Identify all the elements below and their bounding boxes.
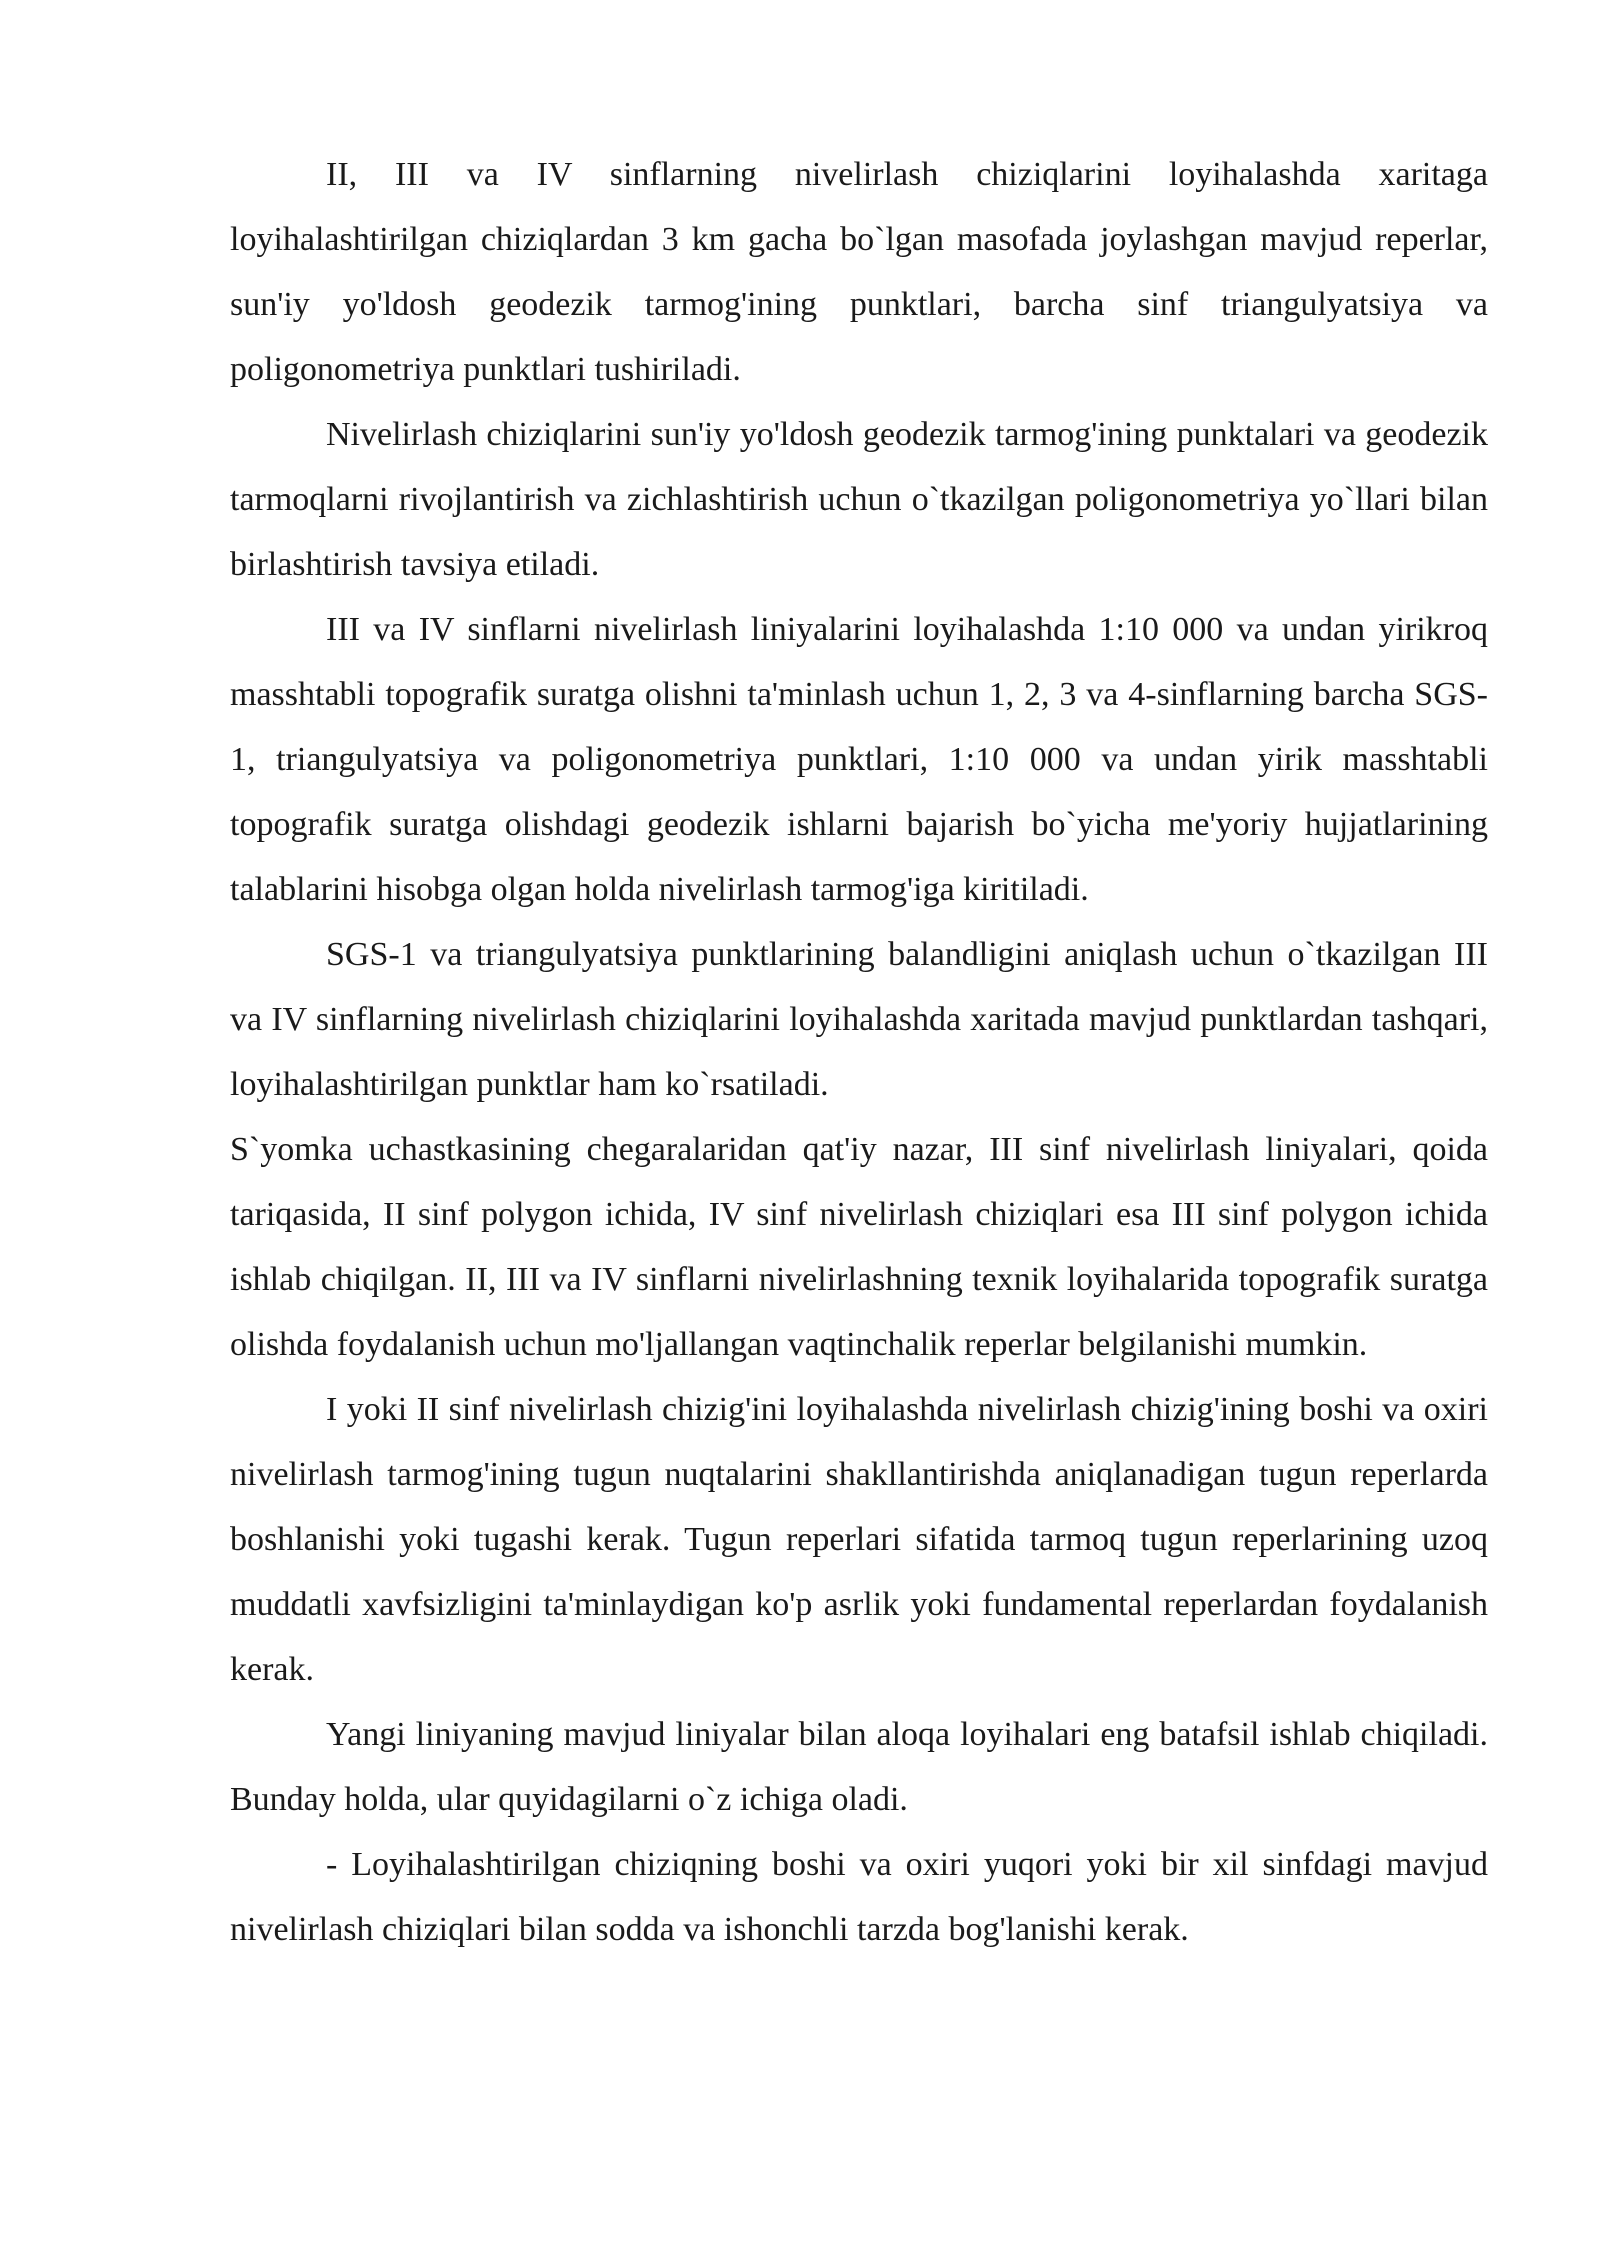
paragraph-3: III va IV sinflarni nivelirlash liniyalarini loyihalashda 1:10 000 va undan yirikroq masshtabli topografik suratga olishni ta'minlash uchun 1, 2, 3 va 4-sinflarning barcha SGS-1, triangulyatsiya va poligonometriya punktlari, 1:10 000 va undan yirik masshtabli topografik suratga olishdagi geodezik ishlarni bajarish bo`yicha me'yoriy hujjatlarining talablarini hisobga olgan holda nivelirlash tarmog'iga kiritiladi.: [230, 611, 1488, 908]
paragraph-2: Nivelirlash chiziqlarini sun'iy yo'ldosh geodezik tarmog'ining punktalari va geodezik tarmoqlarni rivojlantirish va zichlashtirish uchun o`tkazilgan poligonometriya yo`llari bilan birlashtirish tavsiya etiladi.: [230, 416, 1488, 583]
paragraph-1: II, III va IV sinflarning nivelirlash chiziqlarini loyihalashda xaritaga loyihalashtirilgan chiziqlardan 3 km gacha bo`lgan masofada joylashgan mavjud reperlar, sun'iy yo'ldosh geodezik tarmog'ining punktlari, barcha sinf triangulyatsiya va poligonometriya punktlari tushiriladi.: [230, 156, 1488, 388]
paragraph-4: SGS-1 va triangulyatsiya punktlarining balandligini aniqlash uchun o`tkazilgan III va IV sinflarning nivelirlash chiziqlarini loyihalashda xaritada mavjud punktlardan tashqari, loyihalashtirilgan punktlar ham ko`rsatiladi.: [230, 936, 1488, 1103]
paragraph-5: S`yomka uchastkasining chegaralaridan qat'iy nazar, III sinf nivelirlash liniyalari, qoida tariqasida, II sinf polygon ichida, IV sinf nivelirlash chiziqlari esa III sinf polygon ichida ishlab chiqilgan. II, III va IV sinflarni nivelirlashning texnik loyihalarida topografik suratga olishda foydalanish uchun mo'ljallangan vaqtinchalik reperlar belgilanishi mumkin.: [230, 1131, 1488, 1363]
paragraph-6: I yoki II sinf nivelirlash chizig'ini loyihalashda nivelirlash chizig'ining boshi va oxiri nivelirlash tarmog'ining tugun nuqtalarini shakllantirishda aniqlanadigan tugun reperlarda boshlanishi yoki tugashi kerak. Tugun reperlari sifatida tarmoq tugun reperlarining uzoq muddatli xavfsizligini ta'minlaydigan ko'p asrlik yoki fundamental reperlardan foydalanish kerak.: [230, 1391, 1488, 1688]
paragraph-8-list-item: - Loyihalashtirilgan chiziqning boshi va oxiri yuqori yoki bir xil sinfdagi mavjud nivelirlash chiziqlari bilan sodda va ishonchli tarzda bog'lanishi kerak.: [230, 1846, 1488, 1948]
body-text: [230, 142, 1488, 1962]
paragraph-7: Yangi liniyaning mavjud liniyalar bilan aloqa loyihalari eng batafsil ishlab chiqiladi. Bunday holda, ular quyidagilarni o`z ichiga oladi.: [230, 1716, 1488, 1818]
